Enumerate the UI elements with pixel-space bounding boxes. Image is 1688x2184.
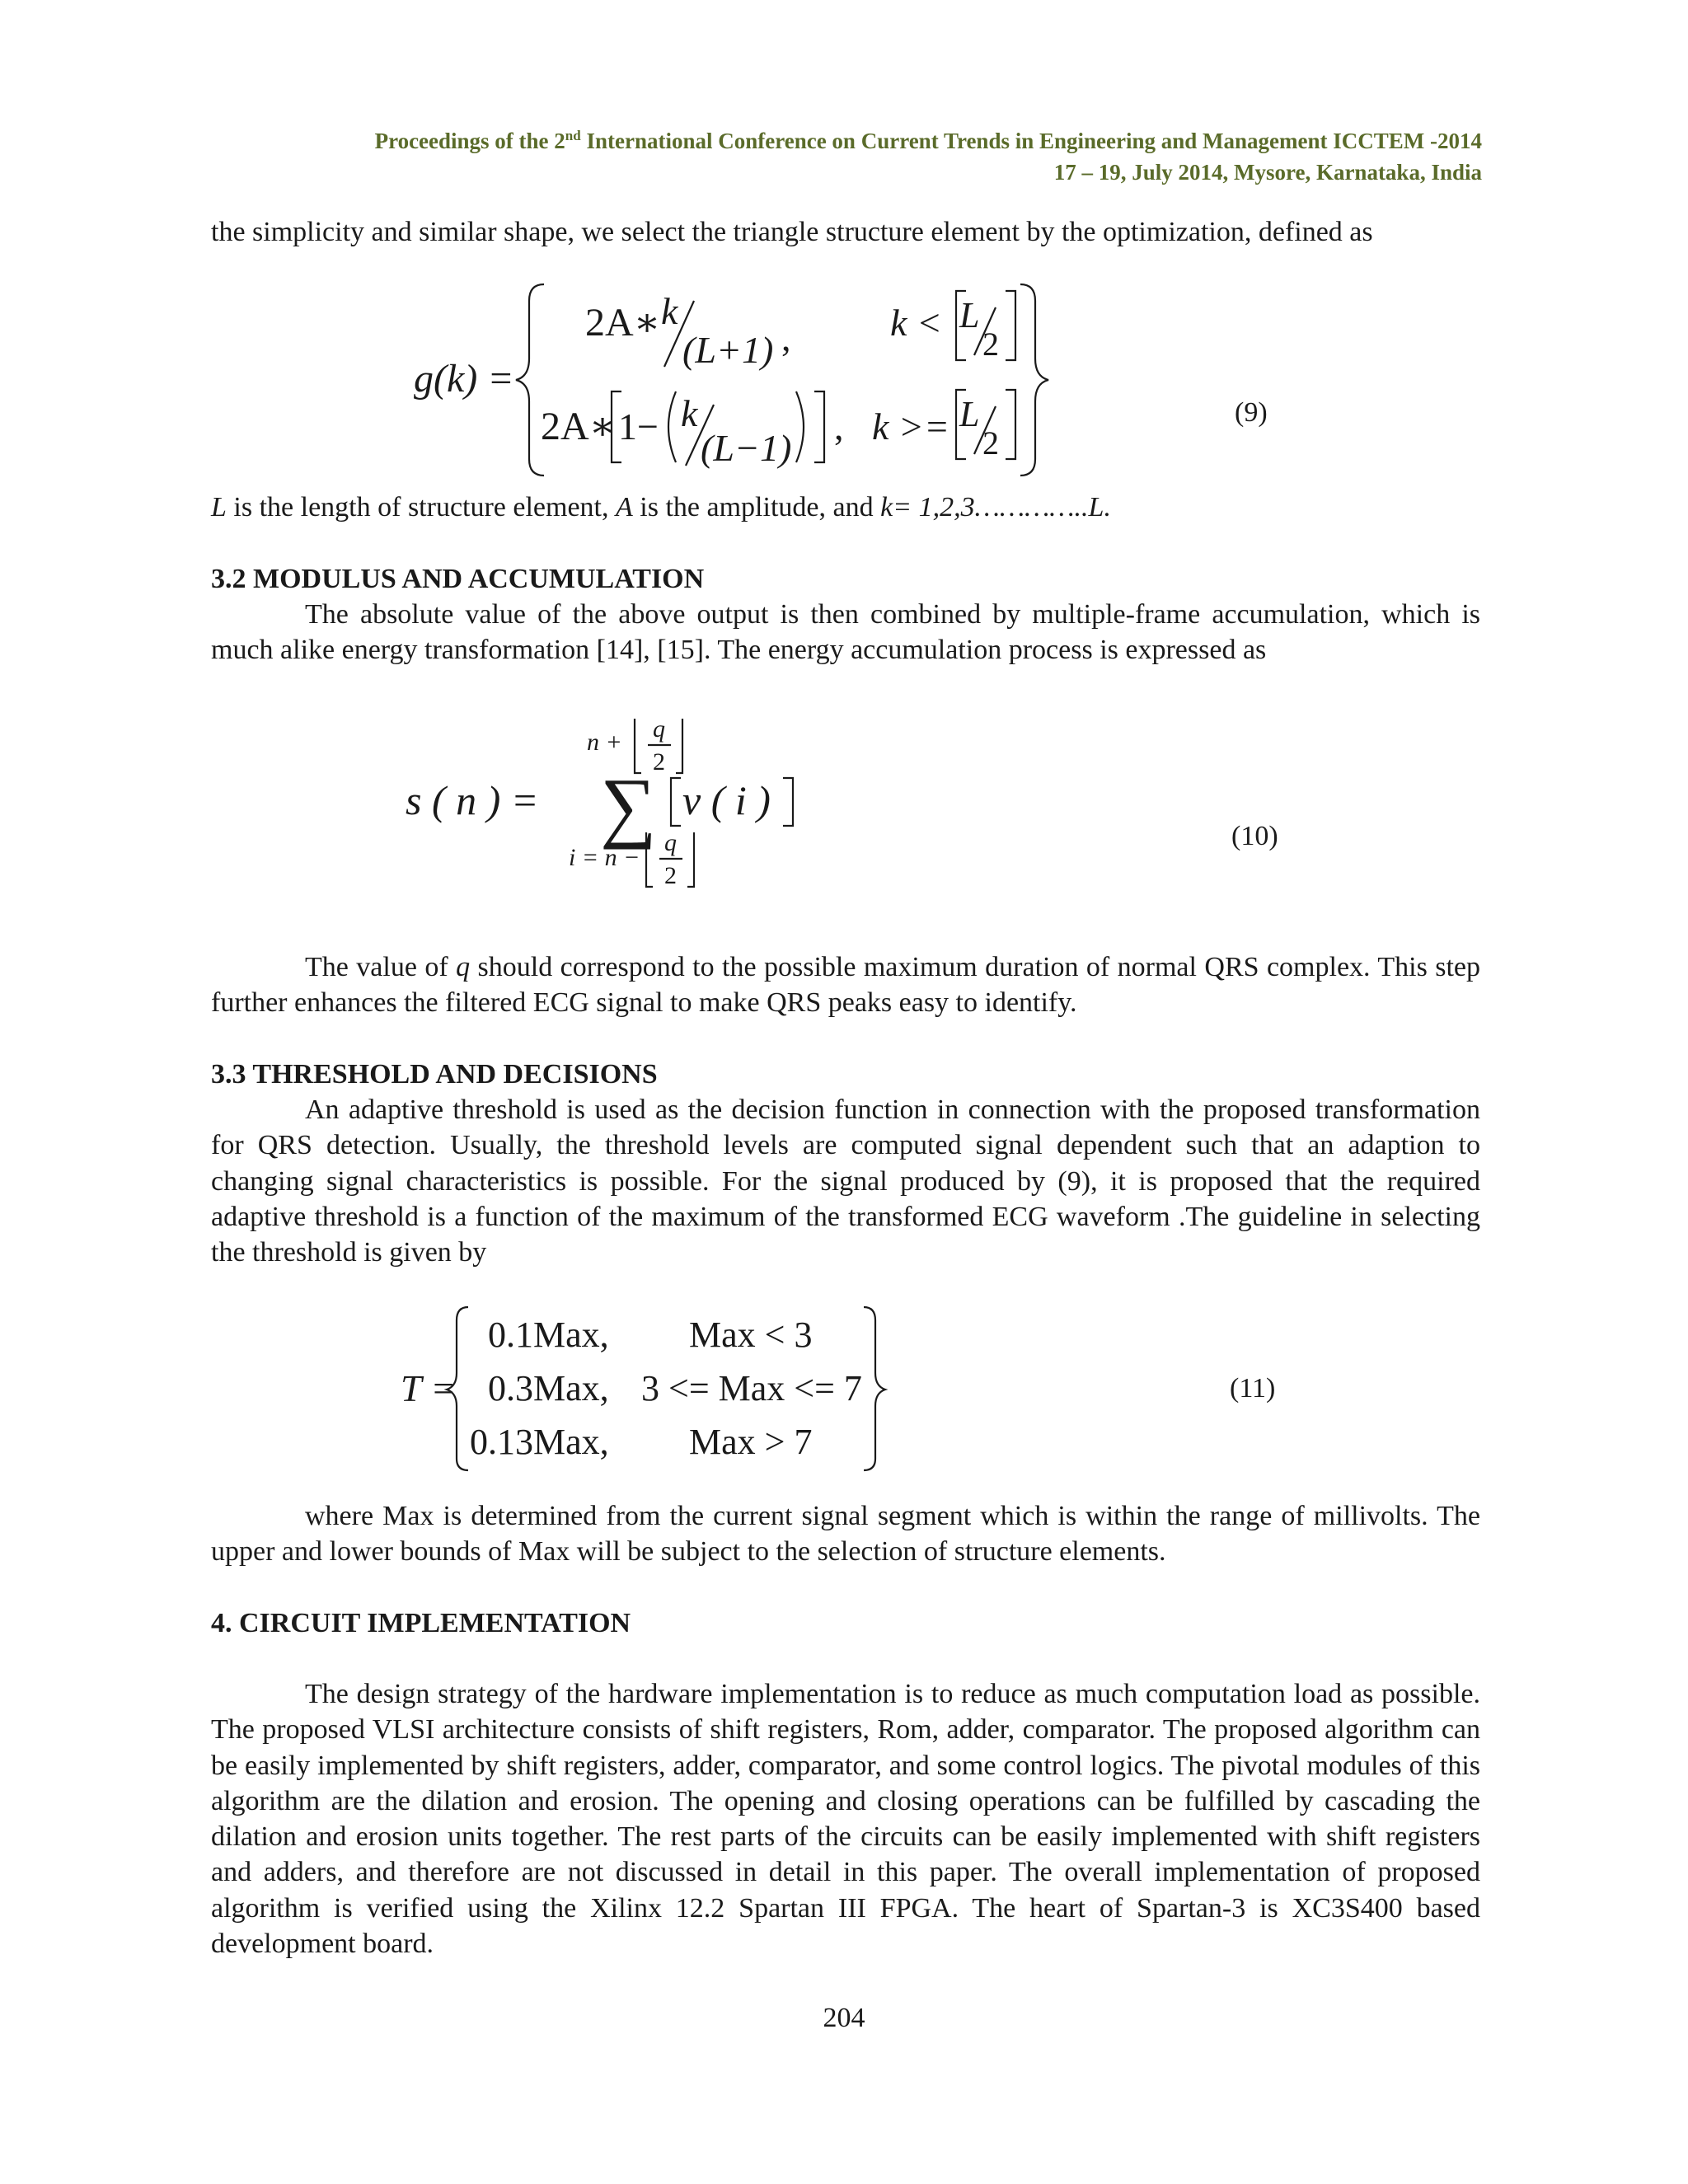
def-A: A [616, 492, 633, 523]
header-line-1 [375, 125, 1482, 157]
eq9-case2-cond-den: 2 [982, 424, 999, 462]
intro-paragraph: the simplicity and similar shape, we select the triangle structure element by the optimization, defined as [211, 217, 1373, 247]
eq10-lower-den: 2 [664, 862, 677, 889]
section-3-2-text: The absolute value of the above output is then combined by multiple-frame accumulation, which is much alike energy transformation [14], [15]. The energy accumulation process is expressed as [211, 599, 1480, 666]
eq10-lower-floor-right [687, 832, 694, 887]
equation-9-number: (9) [1235, 397, 1268, 428]
def-L: L [211, 492, 227, 523]
q-text-post: should correspond to the possible maximum duration of normal QRS complex. This step further enhances the filtered ECG signal to make QRS peaks easy to identify. [211, 952, 1480, 1019]
header-superscript: nd [565, 128, 581, 143]
eq10-upper-prefix: n + [587, 729, 622, 756]
eq11-r1-val: 0.1Max, [488, 1315, 609, 1355]
eq11-right-brace [864, 1307, 885, 1470]
eq11-lhs: T = [401, 1367, 457, 1409]
eq9-case2-cond: k >= [872, 405, 950, 448]
eq11-r3-cond: Max > 7 [689, 1422, 813, 1462]
eq9-case1-den: (L+1) [682, 329, 774, 371]
eq10-sigma: ∑ [600, 762, 657, 850]
eq11-r2-cond: 3 <= Max <= 7 [641, 1368, 862, 1408]
eq10-lower-num: q [664, 829, 677, 856]
equation-11-number: (11) [1230, 1373, 1276, 1404]
eq9-case2-num: k [681, 392, 698, 434]
section-3-2-heading: 3.2 MODULUS AND ACCUMULATION [211, 564, 705, 594]
equation-10-number: (10) [1231, 821, 1278, 851]
eq10-lhs: s ( n ) = [406, 777, 539, 823]
section-4-heading: 4. CIRCUIT IMPLEMENTATION [211, 1608, 631, 1638]
section-3-3-heading: 3.3 THRESHOLD AND DECISIONS [211, 1059, 658, 1090]
eq9-case2-paren-left [668, 391, 676, 462]
eq10-upper-num: q [653, 715, 665, 743]
eq9-case1-cond: k < [890, 302, 942, 344]
page-number: 204 [823, 2003, 865, 2033]
eq10-bracket-right [783, 778, 793, 826]
max-paragraph: where Max is determined from the current signal segment which is within the range of millivolts. The upper and lower bounds of Max will be subject to the selection of structure elements. [211, 1501, 1480, 1568]
eq11-r1-cond: Max < 3 [689, 1315, 813, 1355]
eq9-left-brace [516, 284, 544, 476]
eq9-case2-paren-right [796, 391, 804, 462]
def-text-2: is the amplitude, and [632, 492, 881, 523]
eq10-bracket-left [671, 778, 681, 826]
eq9-case2-bracket-right [814, 391, 824, 462]
eq9-case1-cond-den: 2 [982, 326, 999, 363]
equation-10 [396, 709, 857, 907]
eq10-upper-den: 2 [653, 748, 665, 776]
def-text-1: is the length of structure element, [226, 492, 617, 523]
def-k: k= 1,2,3…………..L. [880, 492, 1111, 523]
eq9-case2-bracket2-right [1006, 390, 1015, 459]
eq9-case2-den: (L−1) [701, 427, 792, 469]
eq11-r2-val: 0.3Max, [488, 1368, 609, 1408]
eq9-case2-cond-num: L [959, 394, 980, 434]
eq9-case1-coef: 2A∗ [585, 301, 661, 344]
eq9-right-brace [1020, 284, 1048, 476]
section-4-text: The design strategy of the hardware implementation is to reduce as much computation load as possible. The proposed VLSI architecture consists of shift registers, Rom, adder, comparator. The proposed algorithm can be easily implemented by shift registers, adder, comparator, and some control logics. The pivotal modules of this algorithm are the dilation and erosion. The opening and closing operations can be fulfilled by cascading the dilation and erosion units together. The rest parts of the circuits can be easily implemented with shift registers and adders, and therefore are not discussed in detail in this paper. The overall implementation of proposed algorithm is verified using the Xilinx 12.2 Spartan III FPGA. The heart of Spartan-3 is XC3S400 based development board. [211, 1679, 1480, 1960]
eq9-case1-comma: , [781, 316, 791, 359]
eq9-case1-cond-num: L [959, 295, 980, 335]
eq9-case2-coef-text: 2A∗ [541, 405, 617, 448]
eq10-summand: v ( i ) [682, 777, 771, 823]
eq9-lhs: g(k) = [414, 357, 514, 401]
header-title-start: Proceedings of the 2 [374, 129, 565, 153]
eq9-case1-num: k [661, 290, 678, 332]
conference-header [375, 125, 1482, 188]
header-title-end: International Conference on Current Trends in Engineering and Management ICCTEM -2014 [580, 129, 1482, 153]
eq11-left-brace [447, 1307, 468, 1470]
eq9-case2-comma: , [834, 405, 844, 448]
header-line-2: 17 – 19, July 2014, Mysore, Karnataka, India [1053, 160, 1482, 185]
eq10-lower-prefix: i = n − [569, 844, 640, 871]
section-3-3-text: An adaptive threshold is used as the decision function in connection with the proposed transformation for QRS detection. Usually, the threshold levels are computed signal dependent such that an adaption to changing signal characteristics is possible. For the signal produced by (9), it is proposed that the required adaptive threshold is a function of the maximum of the transformed ECG waveform .The guideline in selecting the threshold is given by [211, 1094, 1480, 1268]
eq11-r3-val: 0.13Max, [470, 1422, 609, 1462]
equation-11 [396, 1301, 890, 1474]
q-paragraph [211, 949, 1480, 1021]
eq9-case1-bracket-right [1006, 291, 1015, 360]
q-text-pre: The value of [305, 952, 457, 982]
definition-line [211, 490, 1480, 525]
q-symbol: q [456, 952, 471, 982]
equation-9 [396, 276, 1055, 482]
eq9-case2-one: 1− [618, 405, 659, 448]
eq10-upper-floor-right [676, 719, 682, 773]
